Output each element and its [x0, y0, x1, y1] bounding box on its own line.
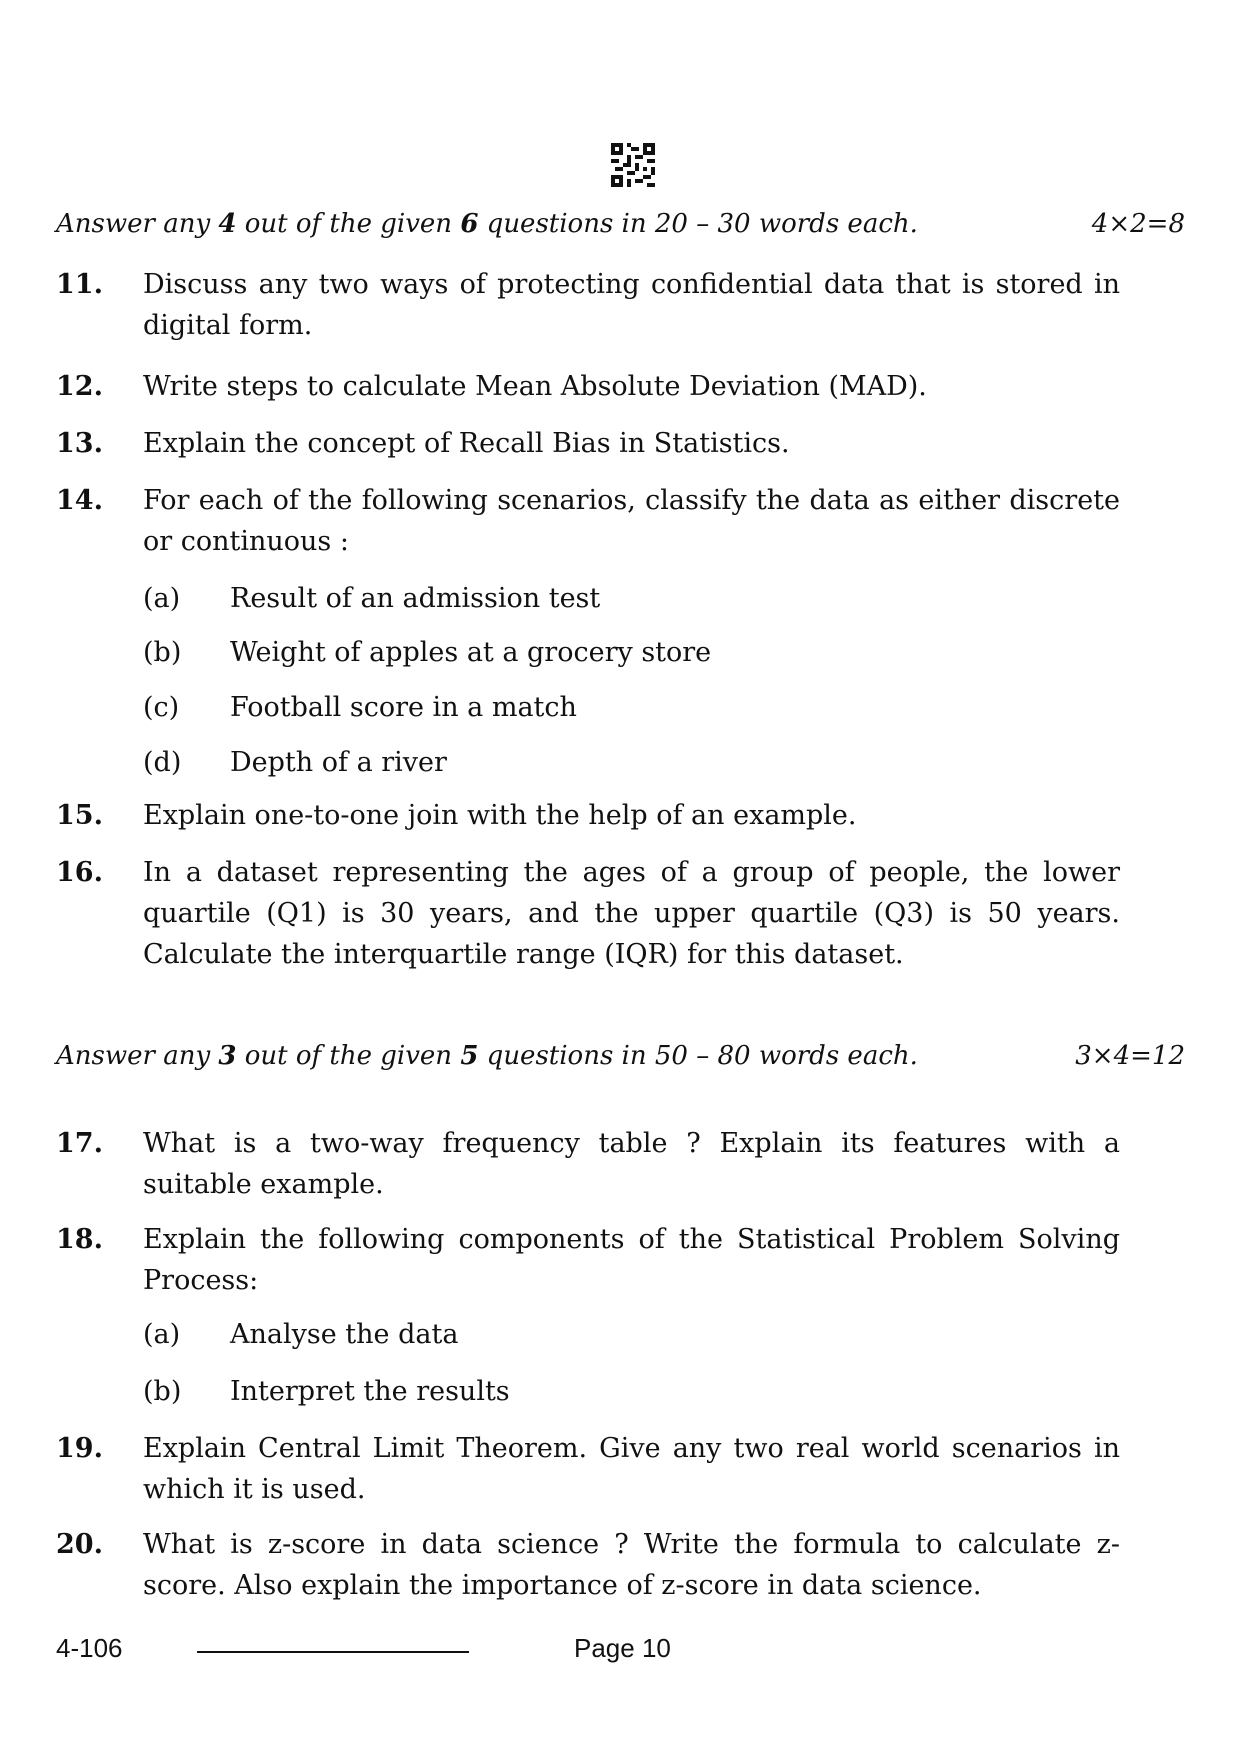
question-number: 18. — [56, 1224, 103, 1255]
part-text: Interpret the results — [230, 1376, 510, 1407]
section-a-marks: 4×2=8 — [1091, 209, 1185, 239]
instruction-text: questions in 20 – 30 words each. — [478, 209, 918, 239]
question-20 — [56, 1524, 1120, 1606]
question-15 — [56, 795, 1120, 836]
question-number: 16. — [56, 857, 103, 888]
question-number: 17. — [56, 1128, 103, 1159]
section-b-instruction — [56, 1040, 1185, 1072]
instruction-text: Answer any — [56, 1041, 219, 1071]
question-14-part-b — [143, 636, 711, 670]
part-text: Weight of apples at a grocery store — [230, 637, 712, 668]
part-label: (b) — [143, 1376, 182, 1407]
question-number: 19. — [56, 1433, 103, 1464]
paper-code: 4-106 — [56, 1633, 123, 1663]
question-number: 11. — [56, 269, 103, 300]
instruction-total: 6 — [460, 209, 479, 239]
part-label: (c) — [143, 692, 180, 723]
part-label: (a) — [143, 1319, 181, 1350]
footer-rule — [197, 1651, 469, 1653]
question-number: 20. — [56, 1529, 103, 1560]
question-number: 15. — [56, 800, 103, 831]
page-footer — [56, 1633, 1186, 1667]
instruction-text: questions in 50 – 80 words each. — [478, 1041, 918, 1071]
question-13 — [56, 423, 1120, 464]
question-14 — [56, 480, 1120, 562]
question-text: Write steps to calculate Mean Absolute Deviation (MAD). — [143, 371, 927, 402]
part-label: (b) — [143, 637, 182, 668]
question-text: Explain Central Limit Theorem. Give any two real world scenarios in which it is used. — [143, 1433, 1120, 1505]
question-text: What is z-score in data science ? Write the formula to calculate z-score. Also explain the importance of z-score in data science. — [143, 1529, 1120, 1601]
part-text: Depth of a river — [230, 747, 447, 778]
section-b-marks: 3×4=12 — [1075, 1041, 1185, 1071]
question-19 — [56, 1428, 1120, 1510]
question-text: Discuss any two ways of protecting confidential data that is stored in digital form. — [143, 269, 1120, 341]
instruction-text: out of the given — [236, 1041, 461, 1071]
part-text: Result of an admission test — [230, 583, 601, 614]
instruction-count: 3 — [218, 1041, 237, 1071]
question-17 — [56, 1123, 1120, 1205]
question-text: Explain the concept of Recall Bias in Statistics. — [143, 428, 790, 459]
instruction-text: out of the given — [236, 209, 461, 239]
qr-code-icon — [611, 143, 655, 187]
section-a-instruction — [56, 208, 1185, 240]
question-16 — [56, 852, 1120, 975]
question-text: Explain the following components of the Statistical Problem Solving Process: — [143, 1224, 1120, 1296]
part-text: Analyse the data — [230, 1319, 459, 1350]
instruction-total: 5 — [460, 1041, 479, 1071]
question-18-part-a — [143, 1318, 458, 1352]
question-number: 12. — [56, 371, 103, 402]
question-text: For each of the following scenarios, classify the data as either discrete or continuous : — [143, 485, 1120, 557]
question-text: What is a two-way frequency table ? Explain its features with a suitable example. — [143, 1128, 1120, 1200]
question-text: Explain one-to-one join with the help of an example. — [143, 800, 857, 831]
question-18-part-b — [143, 1375, 510, 1409]
part-label: (a) — [143, 583, 181, 614]
question-14-part-c — [143, 691, 577, 725]
question-14-part-d — [143, 746, 447, 780]
question-12 — [56, 366, 1120, 407]
question-number: 13. — [56, 428, 103, 459]
question-text: In a dataset representing the ages of a group of people, the lower quartile (Q1) is 30 years, and the upper quartile (Q3) is 50 years. Calculate the interquartile range (IQR) for this dataset. — [143, 857, 1120, 970]
question-number: 14. — [56, 485, 103, 516]
instruction-count: 4 — [218, 209, 237, 239]
instruction-text: Answer any — [56, 209, 219, 239]
page-number: Page 10 — [574, 1633, 671, 1663]
part-text: Football score in a match — [230, 692, 577, 723]
part-label: (d) — [143, 747, 182, 778]
question-18 — [56, 1219, 1120, 1301]
question-11 — [56, 264, 1120, 346]
question-14-part-a — [143, 582, 600, 616]
